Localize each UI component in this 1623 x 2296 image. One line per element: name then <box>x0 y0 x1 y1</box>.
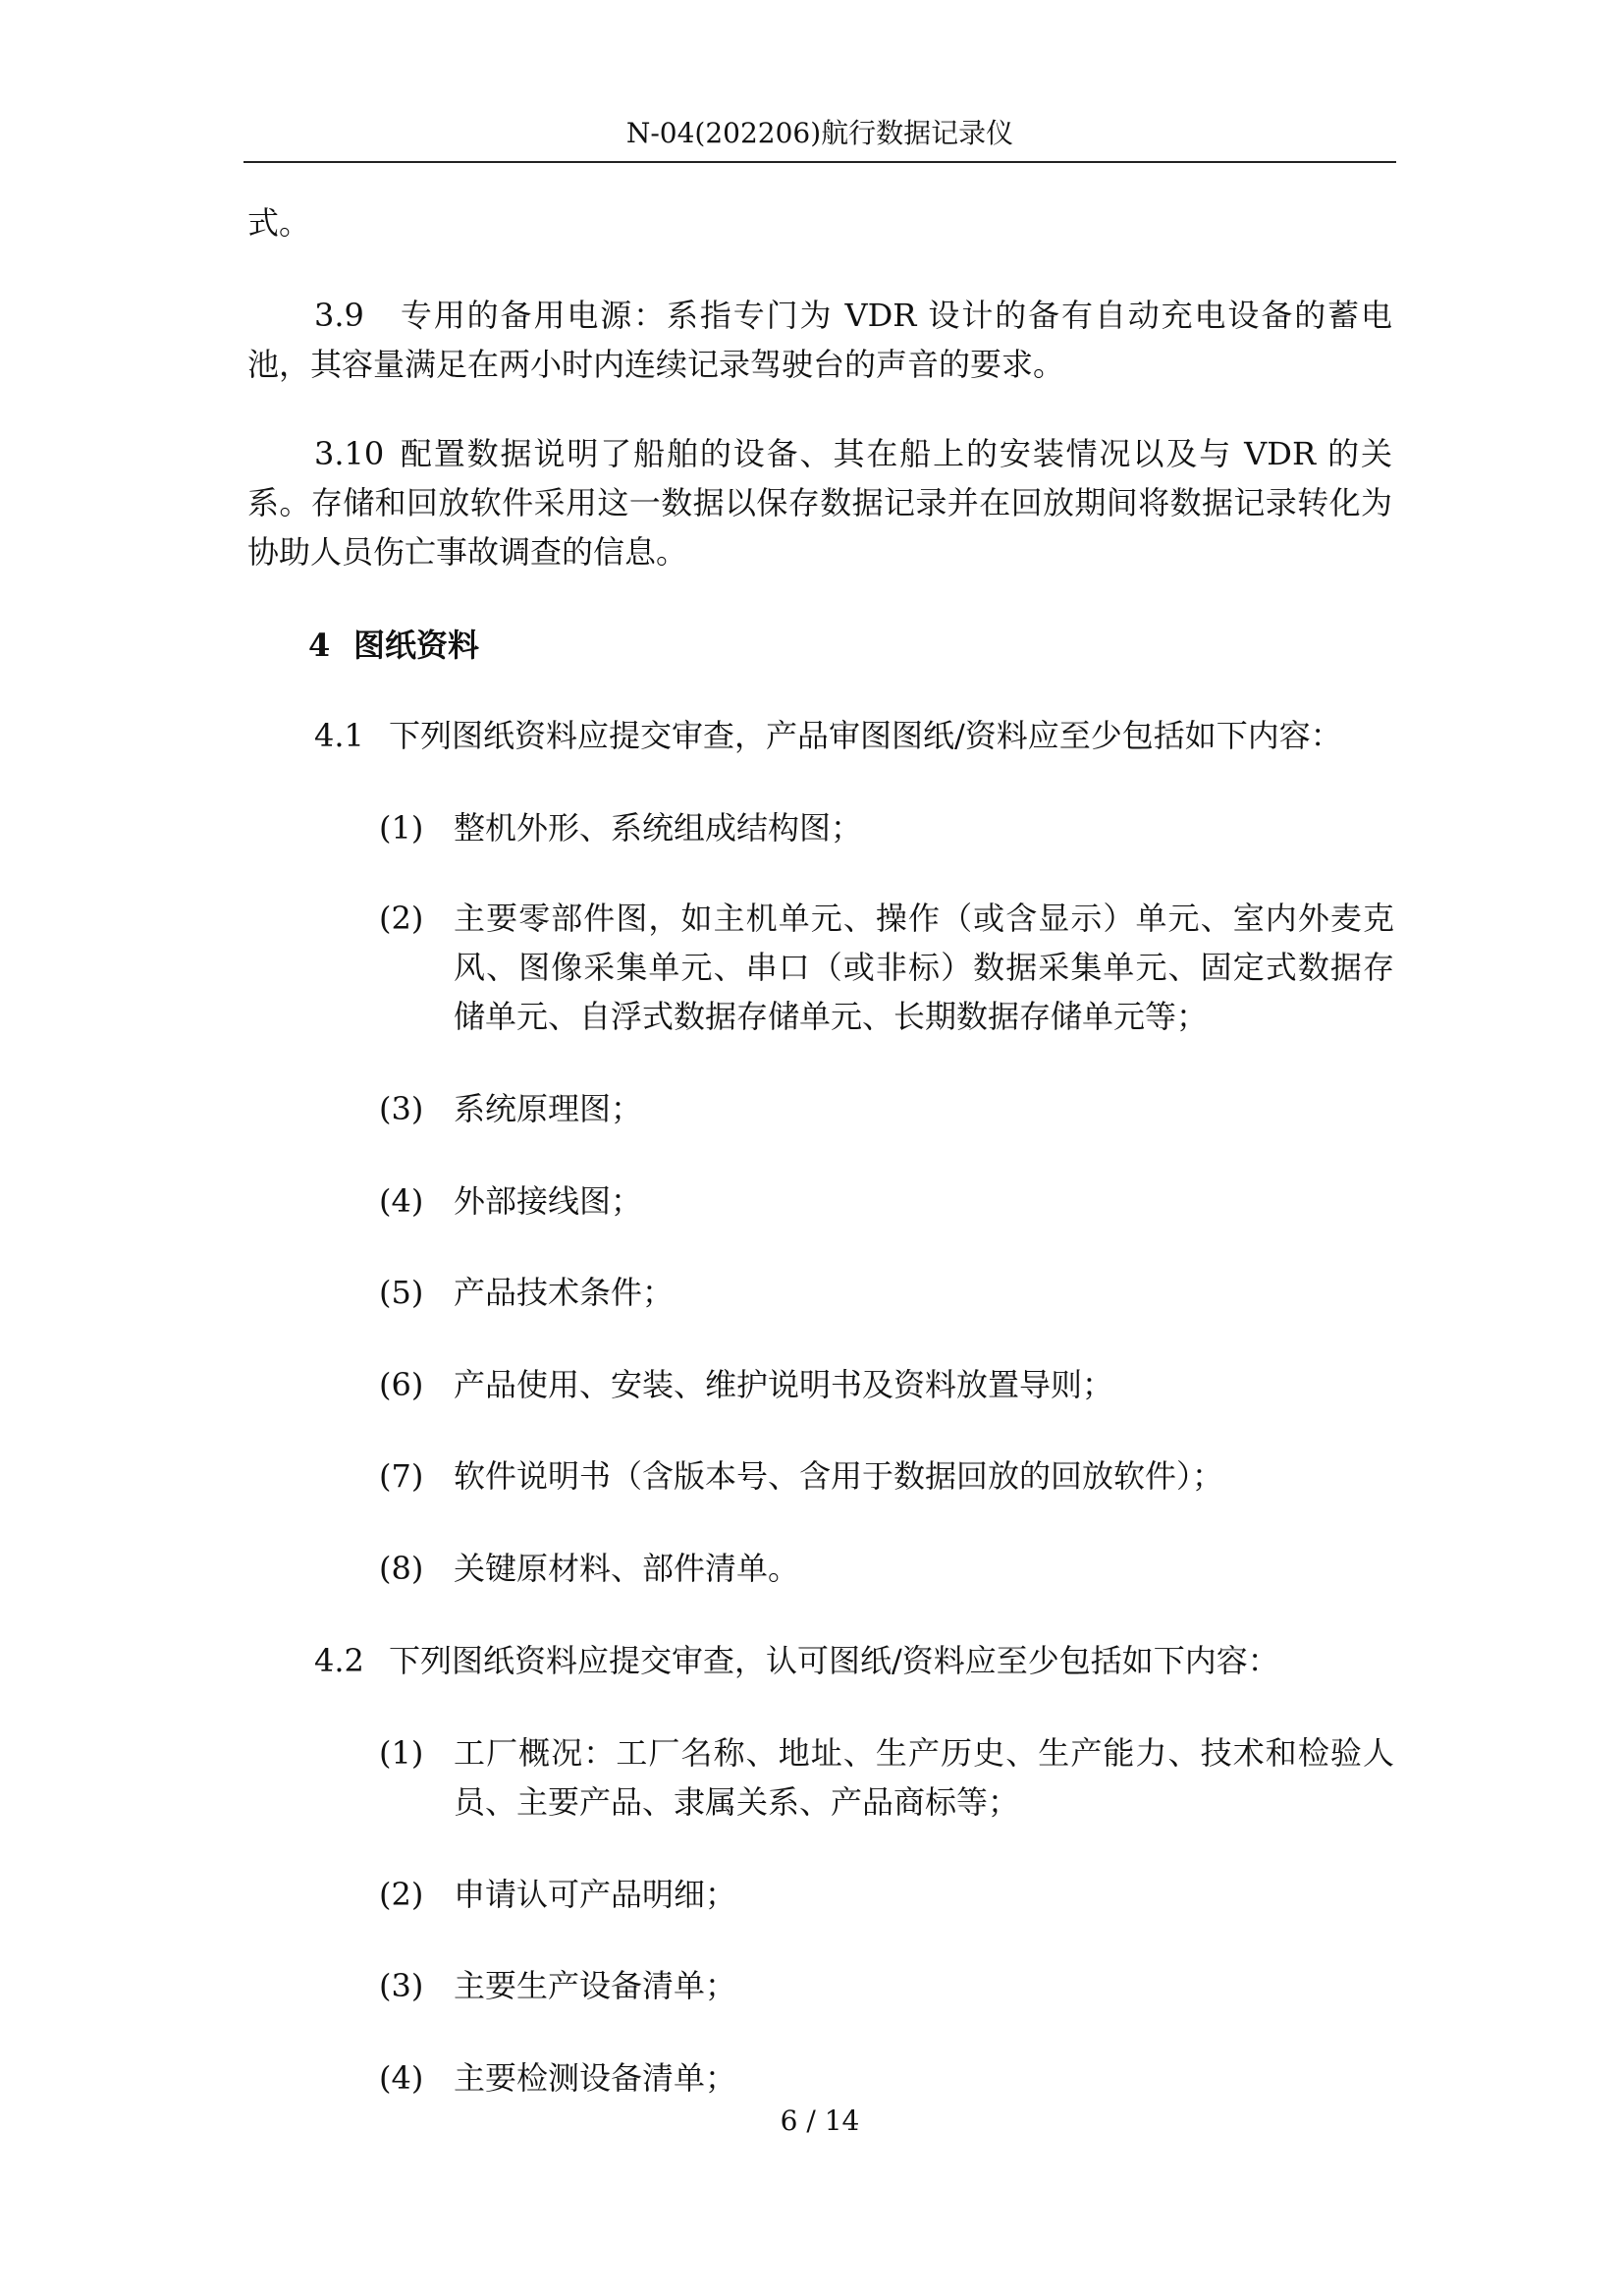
page-number: 6 / 14 <box>780 2105 860 2137</box>
paragraph-3-9 <box>247 291 1392 389</box>
section-4-heading <box>308 621 479 670</box>
list-item-number: (2) <box>379 900 424 937</box>
list-item <box>379 1451 1394 1501</box>
list-item-number: (7) <box>379 1457 424 1495</box>
clause-4-1-text: 下列图纸资料应提交审查，产品审图图纸/资料应至少包括如下内容： <box>389 717 1342 754</box>
page-header: N-04(202206)航行数据记录仪 <box>625 117 1014 149</box>
list-item-text: 外部接线图； <box>454 1182 643 1220</box>
clause-4-2-number: 4.2 <box>314 1642 364 1679</box>
paragraph-3-10-text: 配置数据说明了船舶的设备、其在船上的安装情况以及与 VDR 的关系。存储和回放软件采用这一数据以保存数据记录并在回放期间将数据记录转化为协助人员伤亡事故调查的信息。 <box>247 435 1392 571</box>
list-item-text: 产品技术条件； <box>454 1274 675 1311</box>
list-item <box>379 1360 1394 1409</box>
list-item-number: (3) <box>379 1967 424 2004</box>
list-item <box>379 1176 1394 1226</box>
list-item-number: (1) <box>379 809 424 847</box>
list-item-text: 系统原理图； <box>454 1090 643 1127</box>
list-item <box>379 2053 1394 2103</box>
list-item-number: (4) <box>379 1182 424 1220</box>
list-item-text: 工厂概况：工厂名称、地址、生产历史、生产能力、技术和检验人员、主要产品、隶属关系、产品商标等； <box>454 1734 1394 1821</box>
list-item-number: (8) <box>379 1550 424 1587</box>
list-item <box>379 1870 1394 1919</box>
list-item-text: 软件说明书（含版本号、含用于数据回放的回放软件）； <box>454 1457 1224 1495</box>
paragraph-3-9-text: 专用的备用电源：系指专门为 VDR 设计的备有自动充电设备的蓄电池，其容量满足在两小时内连续记录驾驶台的声音的要求。 <box>247 297 1392 383</box>
list-item-text: 主要生产设备清单； <box>454 1967 737 2004</box>
list-item <box>379 1268 1394 1317</box>
clause-4-2 <box>314 1636 1394 1685</box>
list-item <box>379 1961 1394 2010</box>
list-item-number: (5) <box>379 1274 424 1311</box>
list-item <box>379 1084 1394 1133</box>
paragraph-3-10-number: 3.10 <box>314 435 385 472</box>
list-item-text: 申请认可产品明细； <box>454 1876 737 1913</box>
paragraph-3-10 <box>247 429 1392 576</box>
list-item-number: (2) <box>379 1876 424 1913</box>
list-item-text: 整机外形、系统组成结构图； <box>454 809 863 847</box>
list-item-number: (3) <box>379 1090 424 1127</box>
header-divider <box>243 161 1396 163</box>
list-item-text: 产品使用、安装、维护说明书及资料放置导则； <box>454 1366 1114 1403</box>
clause-4-2-text: 下列图纸资料应提交审查，认可图纸/资料应至少包括如下内容： <box>389 1642 1279 1679</box>
list-item <box>379 1728 1394 1827</box>
clause-4-1-number: 4.1 <box>314 717 364 754</box>
carryover-text: 式。 <box>247 204 311 242</box>
paragraph-3-9-number: 3.9 <box>314 297 364 334</box>
list-item-number: (6) <box>379 1366 424 1403</box>
clause-4-1 <box>314 711 1394 760</box>
list-item <box>379 894 1394 1041</box>
list-item <box>379 1544 1394 1593</box>
list-item-text: 主要检测设备清单； <box>454 2059 737 2097</box>
list-item-number: (1) <box>379 1734 424 1772</box>
list-item-text: 主要零部件图，如主机单元、操作（或含显示）单元、室内外麦克风、图像采集单元、串口（或非标）数据采集单元、固定式数据存储单元、自浮式数据存储单元、长期数据存储单元等； <box>454 900 1394 1035</box>
section-4-title: 图纸资料 <box>353 627 480 664</box>
section-4-number: 4 <box>308 627 331 664</box>
list-item-text: 关键原材料、部件清单。 <box>454 1550 800 1587</box>
list-item-number: (4) <box>379 2059 424 2097</box>
list-item <box>379 803 1394 852</box>
